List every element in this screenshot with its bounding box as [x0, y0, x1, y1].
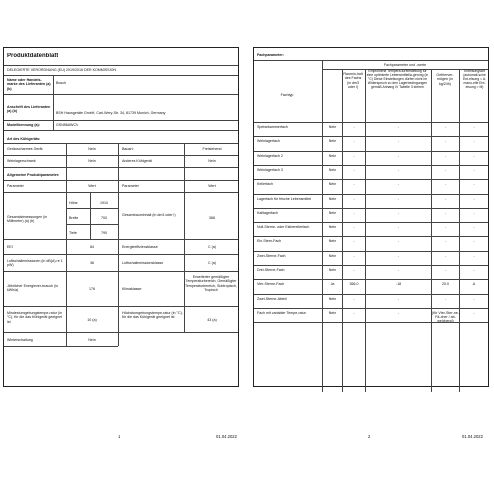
energy-consumption-label: Jährlicher Energiever-brauch (in kWh/a) [7, 284, 59, 293]
compartment-present: Nein [328, 268, 337, 272]
dimension-name: Höhe [69, 201, 78, 205]
compartment-temperature: - [397, 167, 400, 172]
regulation-text: DELEGIERTE VERORDNUNG (EU) 2019/2016 DER KOMMISSION [7, 68, 116, 72]
compartment-temperature: - [397, 225, 400, 230]
compartment-defrost: - [473, 167, 475, 172]
compartment-present: Ja [330, 282, 335, 287]
compartment-freezing: 20.0 [442, 282, 449, 287]
volume-label: Gesamtrauminhalt (in dm3 oder l) [122, 213, 176, 217]
compartment-defrost: - [473, 225, 475, 230]
compartment-volume: - [353, 125, 355, 129]
page-number: 1 [118, 434, 121, 439]
energy-class-label: Energieeffizienzklasse [122, 245, 158, 249]
noise-class-value: C (a) [208, 261, 216, 265]
page-number: 2 [368, 434, 371, 439]
max-temp-value: 43 (a) [207, 318, 217, 322]
compartment-defrost: - [473, 182, 475, 187]
kind-heading: Art des Kühlgeräts: [7, 137, 41, 141]
compartment-freezing: - [444, 125, 447, 129]
climate-class-value: Erweiterter gemäßigter Temperaturbereich, Gemäßigter Temperaturbereich, Subtropisch, Tropisch [185, 275, 237, 292]
energy-class-value: C (a) [208, 245, 216, 249]
compartment-volume: - [353, 196, 355, 201]
col-header-type: Fachtyp [280, 93, 294, 97]
compartment-type: Weinlagerfach [257, 139, 280, 144]
dimension-value: 700 [101, 216, 107, 220]
compartment-volume: - [353, 225, 355, 230]
compartment-type: Speisekammerfach [257, 125, 288, 129]
compartment-present: Nein [328, 253, 337, 258]
compartment-temperature: - [397, 253, 400, 258]
compartment-type: Weinlagerfach 2 [257, 153, 283, 158]
energy-consumption-value: 176 [89, 287, 95, 291]
dimension-value: 1910 [100, 201, 108, 205]
compartment-temperature: - [397, 153, 400, 158]
compartment-defrost: A [472, 282, 476, 287]
compartment-volume: - [353, 139, 355, 144]
climate-class-label: Klimaklasse: [122, 287, 143, 291]
noise-value: 36 [90, 261, 94, 265]
compartment-freezing: - [444, 139, 447, 144]
kind-value: Freistehend [202, 147, 222, 151]
compartment-type: Kaltlagerfach [257, 210, 278, 215]
compartment-type: Zwei-Sterne-Abteil [257, 296, 287, 301]
compartment-parameters-page [253, 47, 489, 387]
compartment-freezing: - [444, 253, 447, 258]
kind-value: Nein [208, 159, 216, 163]
compartment-volume: - [353, 210, 355, 215]
compartment-temperature: - [397, 296, 400, 301]
compartment-present: Nein [328, 196, 337, 201]
volume-value: 366 [209, 216, 215, 220]
supplier-address-label: Anschrift des Lieferanten (a) (b) [7, 105, 51, 114]
compartment-type: Ein-Stern-Fach [257, 239, 282, 244]
compartment-present: Nein [328, 125, 337, 129]
compartment-present: Nein [328, 225, 337, 230]
dimensions-label: Gesamtabmessungen (in Millimeter) (a) (b) [7, 215, 48, 224]
kind-label: Geräuscharmes Gerät [7, 147, 43, 151]
supplier-name-label: Name oder Handels-marke des Lieferanten (a) (b) [7, 78, 51, 91]
compartment-defrost: - [473, 296, 475, 301]
compartment-present: Nein [328, 153, 337, 158]
kind-value: Nein [88, 147, 96, 151]
compartment-temperature: - [397, 182, 400, 187]
compartment-present: Nein [328, 139, 337, 144]
compartment-temperature: - [397, 196, 400, 201]
compartment-type: Weinlagerfach 3 [257, 167, 283, 172]
param-col-header: Parameter [7, 184, 24, 188]
compartment-defrost: - [473, 239, 475, 244]
compartment-type: Lagerfach für frische Lebensmittel [257, 196, 312, 201]
supplier-address-value: BSH Hausgeräte GmbH, Carl-Wery-Str. 34, 81739 Munich, Germany [56, 111, 166, 115]
compartment-type: Kellerfach [257, 182, 273, 187]
sheet-title: Produktdatenblatt [7, 53, 59, 59]
compartment-freezing: (für Vier-Ster-ne-Fä-cher / ab-weichend) [432, 310, 459, 324]
winter-switch-label: Winterschaltung [7, 338, 33, 342]
compartment-heading: Fachparameter: [257, 53, 284, 57]
col-header-defrost: Enteisungsart (automati-sche Ent-eisung = A, manu-elle Ent-eisung = M) [462, 69, 487, 89]
kind-label: Bauart: [122, 147, 134, 151]
compartment-present: Nein [328, 310, 337, 315]
compartment-volume: - [353, 167, 355, 172]
kind-label: Anderes Kühlgerät [122, 159, 152, 163]
compartment-type: Zwei-Sterne-Fach [257, 253, 286, 258]
compartment-defrost: - [473, 139, 475, 144]
dimension-name: Tiefe [69, 231, 77, 235]
compartment-freezing: - [444, 182, 447, 187]
min-temp-label: Mindestumgebungstempe-ratur (in °C), für die das Kühlgerät geeignet ist [7, 311, 63, 324]
model-label: Modellkennung (a): [7, 123, 40, 127]
dimension-value: 790 [101, 231, 107, 235]
max-temp-label: Höchstumgebungstempe-ratur (in °C), für die das Kühlgerät geeignet ist [122, 311, 183, 320]
compartment-volume: - [353, 182, 355, 187]
eei-label: EEI [7, 245, 13, 249]
compartment-temperature: - [397, 268, 400, 272]
dimension-name: Breite [69, 216, 79, 220]
compartment-type: Fach mit variabler Tempe-ratur [257, 310, 306, 315]
compartment-temperature: - [397, 210, 400, 215]
compartment-present: Nein [328, 210, 337, 215]
compartment-temperature: -18 [395, 282, 402, 287]
col-header-volume: Raumin-halt des Fachs (in dm3 oder l) [343, 72, 363, 89]
noise-class-label: Luftschallemissionsklasse [122, 261, 164, 265]
compartment-volume: - [353, 310, 355, 315]
compartment-volume: - [353, 253, 355, 258]
compartment-present: Nein [328, 239, 337, 244]
compartment-volume: - [353, 239, 355, 244]
compartment-defrost: - [473, 196, 475, 201]
value-col-header: Wert [208, 184, 216, 188]
value-col-header: Wert [88, 184, 96, 188]
compartment-freezing: - [444, 167, 447, 172]
group-header: Fachparameter und -werte [383, 63, 427, 67]
compartment-volume: - [353, 268, 355, 272]
compartment-temperature: - [397, 139, 400, 144]
compartment-freezing: - [444, 153, 447, 158]
compartment-defrost: - [473, 268, 475, 272]
compartment-present: Nein [328, 296, 337, 301]
col-header-freezing: Gefrierver-mögen (in kg/24h) [436, 73, 454, 86]
compartment-volume: - [353, 153, 355, 158]
compartment-type: Drei-Sterne-Fach [257, 268, 285, 272]
compartment-defrost: - [473, 210, 475, 215]
noise-label: Luftschallemissionen (in dB(A) re 1 pW) [7, 259, 63, 268]
compartment-volume: - [353, 296, 355, 301]
compartment-freezing: - [444, 210, 447, 215]
compartment-volume: 366.0 [349, 282, 359, 287]
params-heading: Allgemeine Produktparameter: [7, 173, 60, 177]
compartment-present: Nein [328, 167, 337, 172]
compartment-temperature: - [397, 125, 400, 129]
compartment-temperature: - [397, 239, 400, 244]
page-date: 01.04.2022 [216, 434, 237, 439]
compartment-type: Null-Sterne- oder Eisbereiterfach [257, 225, 310, 230]
compartment-freezing: - [444, 196, 447, 201]
min-temp-value: 10 (a) [87, 318, 97, 322]
col-header-temperature: Empfohlene Tempera-tureinstellung für eine optimierte Lebensmittella-gerung (in °C) Diese Einstellungen dürfen nicht im Widerspruch zu den Lagerbedingungen gemäß Anhang IV Tabelle 3 stehen [366, 69, 429, 89]
compartment-defrost: - [473, 125, 475, 129]
eei-value: 84 [90, 245, 94, 249]
kind-label: Weinlagerschrank [7, 159, 36, 163]
compartment-present: Nein [328, 182, 337, 187]
compartment-freezing: - [444, 268, 447, 272]
page-date: 01.04.2022 [462, 434, 483, 439]
compartment-defrost: - [473, 253, 475, 258]
model-value: GSN56AWCV [56, 123, 79, 127]
compartment-freezing: - [444, 239, 447, 244]
product-data-sheet-page [3, 47, 239, 387]
compartment-defrost: - [473, 153, 475, 158]
param-col-header: Parameter [122, 184, 139, 188]
winter-switch-value: Nein [88, 338, 96, 342]
compartment-temperature: - [397, 310, 400, 315]
kind-value: Nein [88, 159, 96, 163]
compartment-defrost: - [473, 310, 475, 315]
compartment-freezing: - [444, 296, 447, 301]
compartment-type: Vier-Sterne-Fach [257, 282, 285, 287]
supplier-name-value: Bosch [56, 81, 66, 85]
compartment-freezing: - [444, 225, 447, 230]
